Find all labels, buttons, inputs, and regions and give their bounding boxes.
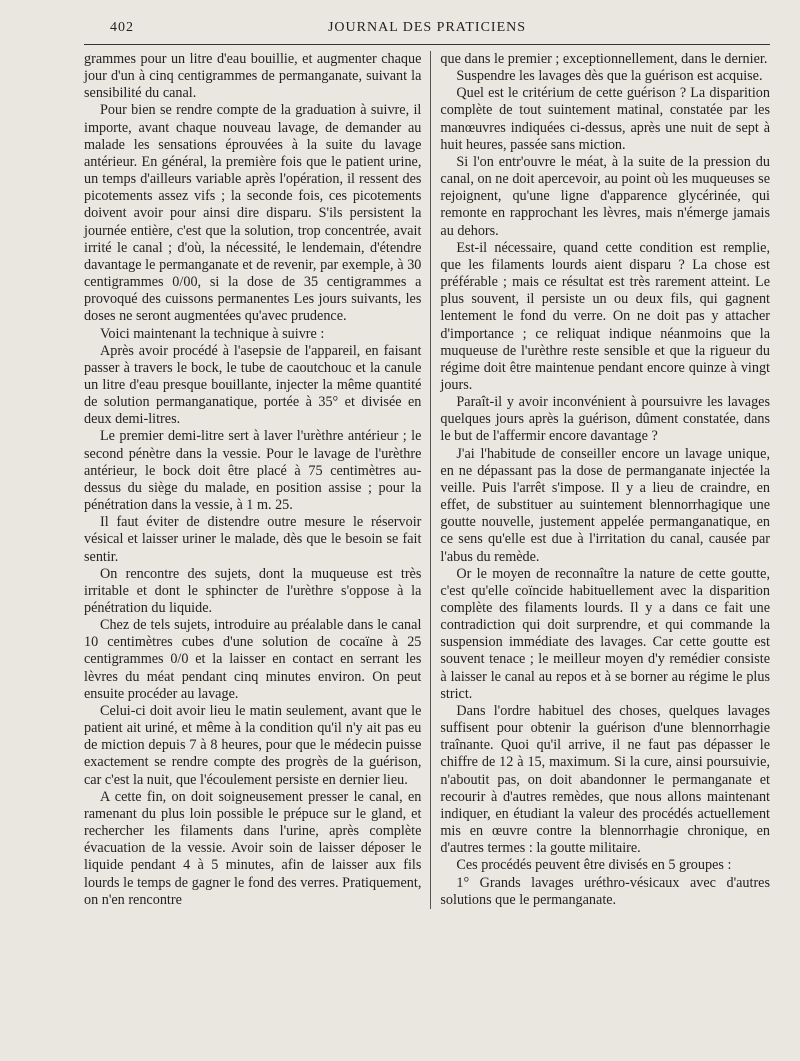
paragraph: 1° Grands lavages uréthro-vésicaux avec d'autres solutions que le permanganate. — [440, 874, 770, 908]
paragraph: Si l'on entr'ouvre le méat, à la suite de la pression du canal, on ne doit apercevoir, au point où les muqueuses se rejoignent, qu'une ligne d'apparence glycérinée, qui remonte en rapprochant les lèvres, mais n'émerge jamais au dehors. — [440, 153, 770, 239]
header-rule — [84, 44, 770, 45]
page-number: 402 — [110, 20, 134, 35]
paragraph: grammes pour un litre d'eau bouillie, et augmenter chaque jour d'un à cinq centigrammes de permanganate, suivant la sensibilité du canal. — [84, 51, 422, 102]
paragraph: On rencontre des sujets, dont la muqueuse est très irritable et dont le sphincter de l'urèthre s'oppose à la pénétration du liquide. — [84, 565, 422, 616]
paragraph: Suspendre les lavages dès que la guérison est acquise. — [456, 68, 763, 85]
journal-title: JOURNAL DES PRATICIENS — [327, 20, 527, 35]
paragraph: Or le moyen de reconnaître la nature de cette goutte, c'est qu'elle coïncide habituellement avec la disparition complète des filaments lourds. Il y a dans ce fait une contradiction qui doit surprendre, et qui commande la suspension immédiate des lavages. Car cette goutte est souvent tenace ; le meilleur moyen d'y remédier consiste à laisser le canal au repos et à se borner au régime le plus strict. — [440, 565, 770, 702]
right-column — [431, 51, 770, 909]
paragraph: J'ai l'habitude de conseiller encore un lavage unique, en ne dépassant pas la dose de permanganate injectée la veille. Puis l'arrêt s'impose. Il y a lieu de craindre, en effet, de substituer au suintement blennorrhagique une goutte nouvelle, justement appelée permanganatique, en ce sens qu'elle est due à l'irritation du canal, causée par l'abus du remède. — [440, 445, 770, 565]
paragraph: Chez de tels sujets, introduire au préalable dans le canal 10 centimètres cubes d'une solution de cocaïne à 25 centigrammes 0/0 et la laisser en contact en serrant les lèvres du méat pendant cinq minutes environ. On peut ensuite procéder au lavage. — [84, 617, 422, 702]
paragraph: Est-il nécessaire, quand cette condition est remplie, que les filaments lourds aient disparu ? La chose est préférable ; mais ce résultat est très rarement atteint. Le plus souvent, il persiste un ou deux fils, qui gagnent lentement le fond du verre. On ne doit pas y attacher d'importance ; ce reliquat indique néanmoins que la muqueuse de l'urèthre reste sensible et que la rigueur du régime doit être maintenue pendant encore quinze à vingt jours. — [440, 239, 770, 393]
paragraph: Voici maintenant la technique à suivre : — [100, 325, 325, 342]
paragraph: Il faut éviter de distendre outre mesure le réservoir vésical et laisser uriner le malade, dès que le besoin se fait sentir. — [84, 514, 422, 565]
paragraph: Ces procédés peuvent être divisés en 5 groupes : — [456, 857, 732, 874]
text-columns — [84, 51, 770, 909]
paragraph: Pour bien se rendre compte de la graduation à suivre, il importe, avant chaque nouveau lavage, de demander au malade les sensations éprouvées à la suite du lavage antérieur. En général, la première fois que le patient urine, un temps d'ailleurs variable après l'opération, il ressent des picotements assez vifs ; la seconde fois, ces picotements doivent avoir pour ainsi dire disparu. S'ils persistent la journée entière, c'est que la solution, trop concentrée, avait irrité le canal ; d'où, la nécessité, le lendemain, d'étendre davantage le permanganate et de revenir, par exemple, à 30 centigrammes 0/00, si la dose de 35 centigrammes a provoqué des cuissons permanentes Les jours suivants, les doses ne seront augmentées qu'avec prudence. — [84, 102, 422, 325]
paragraph: Le premier demi-litre sert à laver l'urèthre antérieur ; le second pénètre dans la vessie. Pour le lavage de l'urèthre antérieur, le bock doit être placé à 75 centimètres au-dessus du siège du malade, en position assise ; pour la pénétration dans la vessie, à 1 m. 25. — [84, 428, 422, 514]
paragraph: Paraît-il y avoir inconvénient à poursuivre les lavages quelques jours après la guérison, dûment constatée, dans le but de l'affermir encore davantage ? — [440, 394, 770, 445]
paragraph: Après avoir procédé à l'asepsie de l'appareil, en faisant passer à travers le bock, le tube de caoutchouc et la canule un litre d'eau presque bouillante, injecter la même quantité de solution permanganatique, portée à 35° et divisée en deux demi-litres. — [84, 342, 422, 428]
paragraph: Dans l'ordre habituel des choses, quelques lavages suffisent pour obtenir la guérison d'une blennorrhagie traînante. Quoi qu'il arrive, il ne faut pas dépasser le chiffre de 12 à 15, maximum. Si la cure, ainsi poursuivie, n'aboutit pas, on doit abandonner le permanganate et recourir à d'autres remèdes, que nous allons maintenant indiquer, en étudiant la valeur des procédés actuellement mis en œuvre contre la blennorrhagie chronique, en d'autres termes : la goutte militaire. — [440, 702, 770, 857]
paragraph: que dans le premier ; exceptionnellement, dans le dernier. — [440, 51, 768, 67]
paragraph: Celui-ci doit avoir lieu le matin seulement, avant que le patient ait uriné, et même à la condition qu'il n'y ait pas eu de miction depuis 7 à 8 heures, pour que le médecin puisse exactement se rendre compte des progrès de la guérison, car c'est la nuit, que l'écoulement persiste en dernier lieu. — [84, 702, 422, 788]
paragraph: A cette fin, on doit soigneusement presser le canal, en ramenant du plus loin possible le prépuce sur le gland, et rechercher les filaments dans l'urine, après complète évacuation de la vessie. Avoir soin de laisser déposer le liquide pendant 4 à 5 minutes, afin de laisser aux fils lourds le temps de gagner le fond des verres. Pratiquement, on n'en rencontre — [84, 788, 422, 908]
left-column — [84, 51, 431, 909]
paragraph: Quel est le critérium de cette guérison ? La disparition complète de tout suintement matinal, constatée par les manœuvres indiquées ci-dessus, après une nuit de sept à huit heures, passée sans miction. — [440, 85, 770, 153]
running-header — [84, 18, 770, 40]
